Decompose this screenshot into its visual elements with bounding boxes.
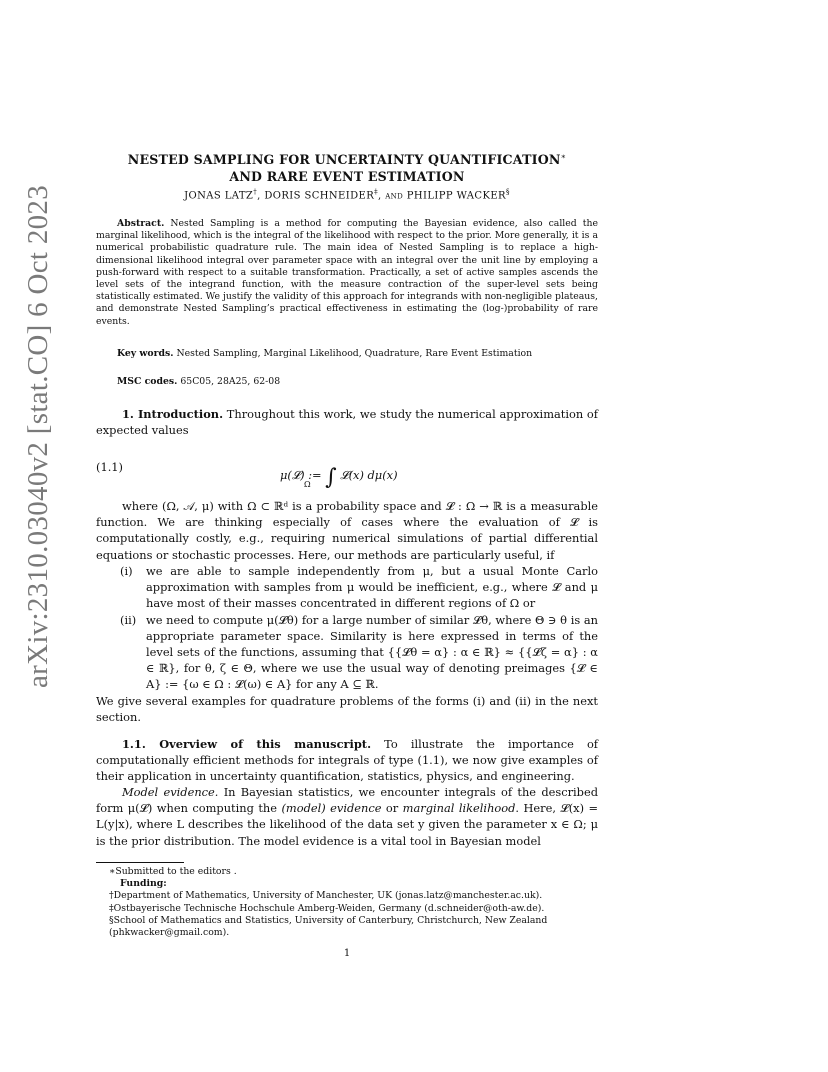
list-item-label: (ii) [120,612,137,627]
list-item [96,563,598,612]
footnote-author-2: ‡Ostbayerische Technische Hochschule Amberg-Weiden, Germany (d.schneider@oth-aw.de). [109,902,545,914]
list-item-text: we need to compute μ(𝓛θ) for a large number of similar 𝓛θ, where Θ ∋ θ is an appropriate parameter space. Similarity is here expressed in terms of the level sets of the functions, assuming that {{𝓛θ = α} : α ∈ ℝ} ≈ {{𝓛ζ = α} : α ∈ ℝ}, for θ, ζ ∈ Θ, where we use the usual way of denoting preimages {𝓛 ∈ A} := {ω ∈ Ω : 𝓛(ω) ∈ A} for any A ⊆ ℝ. [146,612,598,692]
keywords-text: Nested Sampling, Marginal Likelihood, Quadrature, Rare Event Estimation [176,348,533,359]
footnote-funding: Funding: [120,878,167,890]
conditions-list [96,563,598,693]
abstract-text: Nested Sampling is a method for computing the Bayesian evidence, also called the marginal likelihood, which is the integral of the likelihood with respect to the prior. More generally, it is a numerical probabilistic quadrature rule. The main idea of Nested Sampling is to replace a high-dimensional likelihood integral over parameter space with an integral over the unit line by employing a push-forward with respect to a suitable transformation. Practically, a set of active samples ascends the level sets of the integrand function, with the measure contraction of the super-level sets being statistically estimated. We justify the validity of this approach for integrands with non-negligible plateaus, and demonstrate Nested Sampling’s practical effectiveness in estimating the (log-)probability of rare events. [96,218,598,327]
list-item [96,612,598,693]
where-paragraph [96,498,598,563]
msc-label: MSC codes. [117,376,178,387]
author-1: JONAS LATZ [184,190,254,202]
section-1-1-text: To illustrate the importance of computationally efficient methods for integrals of type (1.1), we now give examples of their application in uncertainty quantification, statistics, physics, and engineering. [96,737,599,784]
equation-lhs: μ(𝓛) := [280,468,326,482]
term-marginal-likelihood: marginal likelihood [402,801,516,816]
footnotes [96,862,598,939]
page-number: 1 [343,948,351,959]
integral-sign: ∫ [325,465,337,490]
examples-paragraph [96,693,598,725]
author-2: DORIS SCHNEIDER [264,190,375,202]
author-3-mark: § [505,188,510,196]
equation-number: (1.1) [96,460,124,474]
equation-content [280,460,398,490]
author-list: JONAS LATZ†, DORIS SCHNEIDER‡, and PHILIPP WACKER§ [184,188,510,202]
where-text: where (Ω, 𝒜, μ) with Ω ⊂ ℝᵈ is a probability space and 𝓛 : Ω → ℝ is a measurable function. We are thinking especially of cases where the evaluation of 𝓛 is computationally costly, e.g., requiring numerical simulations of partial differential equations or stochastic processes. Here, our methods are particularly useful, if [96,499,598,562]
abstract [96,218,598,328]
title-line-2: AND RARE EVENT ESTIMATION [229,169,465,185]
title-footnote-mark: ∗ [560,152,567,161]
paper-title [96,148,598,185]
section-1-1 [96,736,598,785]
examples-text: We give several examples for quadrature problems of the forms (i) and (ii) in the next section. [96,694,598,725]
footnote-author-3: §School of Mathematics and Statistics, University of Canterbury, Christchurch, New Zealand (phkwacker@gmail.com). [109,914,548,939]
title-line-1: NESTED SAMPLING FOR UNCERTAINTY QUANTIFICATION [127,152,561,168]
intro-paragraph [96,406,598,438]
equation-rhs: 𝓛(x) dμ(x) [340,468,398,482]
footnote-rule [96,862,184,863]
author-and: and [385,190,404,202]
keywords [96,348,598,359]
model-evidence-text-2: . Here, 𝓛(x) = L(y|x), where L describes the likelihood of the data set y given the parameter x ∈ Ω; μ is the prior distribution. The model evidence is a vital tool in Bayesian model [96,801,598,848]
author-3: PHILIPP WACKER [406,190,506,202]
msc-codes [96,376,598,387]
msc-text: 65C05, 28A25, 62-08 [180,376,281,387]
intro-text: Throughout this work, we study the numerical approximation of expected values [96,407,598,438]
arxiv-identifier: arXiv:2310.03040v2 [stat.CO] 6 Oct 2023 [22,184,54,688]
author-2-mark: ‡ [374,188,379,196]
list-item-text: we are able to sample independently from μ, but a usual Monte Carlo approximation with samples from μ would be inefficient, e.g., where 𝓛 and μ have most of their masses concentrated in different regions of Ω or [146,564,598,611]
abstract-label: Abstract. [117,218,165,229]
integral-domain: Ω [304,480,311,489]
list-item-label: (i) [120,564,133,578]
equation-1-1 [96,460,598,490]
model-evidence-label: Model evidence. [122,785,219,799]
model-evidence-text-1: In Bayesian statistics, we encounter integrals of the described form μ(𝓛) when computing the [96,785,598,816]
intro-heading: 1. Introduction. [122,407,224,421]
footnote-author-1: †Department of Mathematics, University of Manchester, UK (jonas.latz@manchester.ac.uk). [109,890,543,902]
section-1-1-heading: 1.1. Overview of this manuscript. [122,737,372,751]
model-evidence-paragraph [96,784,598,849]
footnote-submitted: ∗Submitted to the editors . [109,866,237,877]
author-1-mark: † [253,188,258,196]
term-or: or [385,801,399,816]
keywords-label: Key words. [117,348,174,359]
term-model-evidence: (model) evidence [281,801,382,816]
